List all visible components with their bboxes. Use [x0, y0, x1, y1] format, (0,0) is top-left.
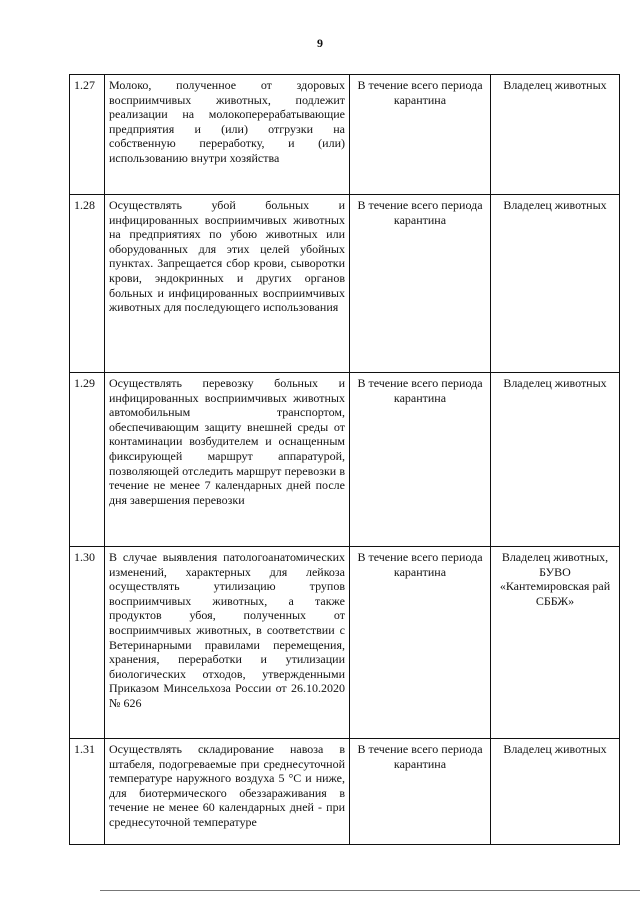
- row-number: 1.31: [70, 739, 105, 845]
- row-action: В случае выявления патологоанатомических изменений, характерных для лейкоза осуществлять утилизацию трупов восприимчивых животных, а также продуктов убоя, полученных от восприимчивых животных, в соответствии с Ветеринарными правилами перемещения, хранения, переработки и утилизации биологических отходов, утвержденными Приказом Минсельхоза России от 26.10.2020 № 626: [105, 547, 350, 739]
- table-row: [70, 195, 620, 373]
- row-responsible: Владелец животных: [491, 373, 620, 547]
- row-responsible: Владелец животных: [491, 739, 620, 845]
- row-action: Осуществлять складирование навоза в штабеля, подогреваемые при среднесуточной температуре наружного воздуха 5 °С и ниже, для биотермического обеззараживания в течение не менее 60 календарных дней - при среднесуточной температуре: [105, 739, 350, 845]
- row-term: В течение всего периода карантина: [350, 373, 491, 547]
- table-row: [70, 373, 620, 547]
- row-responsible: Владелец животных: [491, 195, 620, 373]
- table-row: [70, 547, 620, 739]
- measures-table: [69, 74, 620, 845]
- row-action: Осуществлять убой больных и инфицированных восприимчивых животных на предприятиях по убою животных или оборудованных для этих целей убойных пунктах. Запрещается сбор крови, сыворотки крови, эндокринных и других органов больных и инфицированных восприимчивых животных для последующего использования: [105, 195, 350, 373]
- row-term: В течение всего периода карантина: [350, 547, 491, 739]
- table-row: [70, 75, 620, 195]
- row-action: Молоко, полученное от здоровых восприимчивых животных, подлежит реализации на молокоперерабатывающие предприятия и (или) отгрузки на собственную переработку, и (или) использованию внутри хозяйства: [105, 75, 350, 195]
- row-number: 1.28: [70, 195, 105, 373]
- table-row: [70, 739, 620, 845]
- row-number: 1.30: [70, 547, 105, 739]
- row-term: В течение всего периода карантина: [350, 739, 491, 845]
- row-number: 1.27: [70, 75, 105, 195]
- page-number: 9: [317, 36, 323, 50]
- row-number: 1.29: [70, 373, 105, 547]
- scan-edge-line: [100, 890, 640, 891]
- row-term: В течение всего периода карантина: [350, 195, 491, 373]
- row-responsible: Владелец животных, БУВО «Кантемировская рай СББЖ»: [491, 547, 620, 739]
- row-responsible: Владелец животных: [491, 75, 620, 195]
- row-term: В течение всего периода карантина: [350, 75, 491, 195]
- row-action: Осуществлять перевозку больных и инфицированных восприимчивых животных автомобильным транспортом, обеспечивающим защиту внешней среды от контаминации возбудителем и оснащенным фиксирующей маршрут аппаратурой, позволяющей отследить маршрут перевозки в течение не менее 7 календарных дней после дня завершения перевозки: [105, 373, 350, 547]
